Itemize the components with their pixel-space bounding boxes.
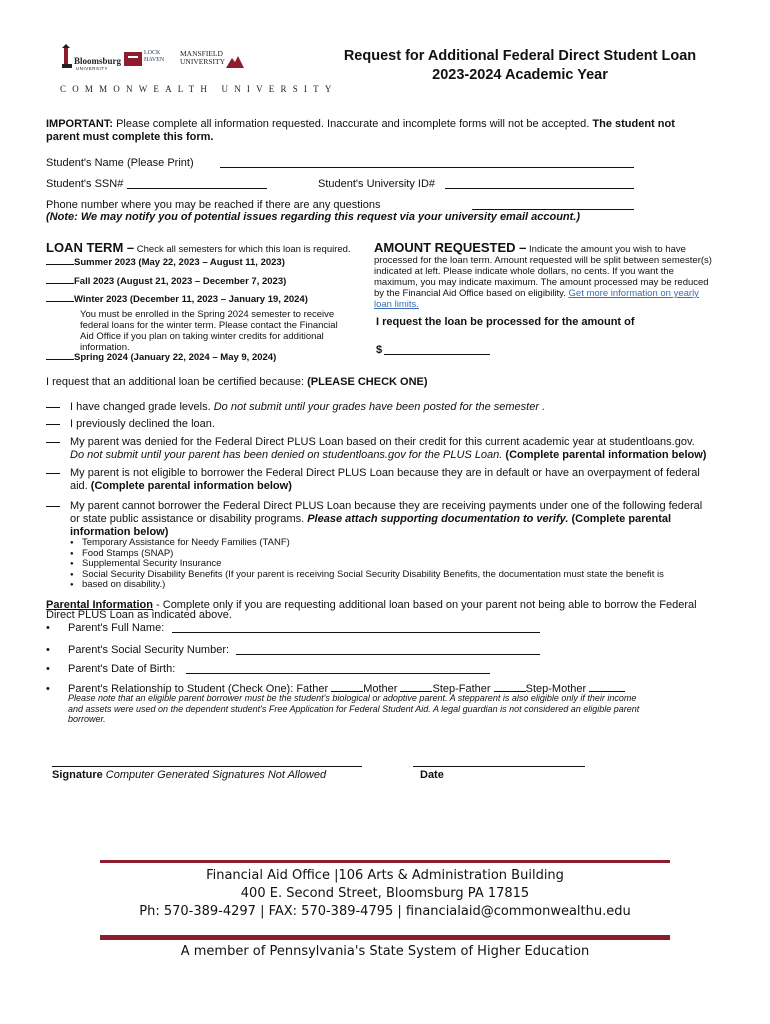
parent-ssn-label: • Parent's Social Security Number: <box>46 644 230 656</box>
reason-declined[interactable]: I previously declined the loan. <box>46 418 215 430</box>
reason-assistance-check[interactable] <box>46 506 60 507</box>
list-item: ● Supplemental Security Insurance <box>70 559 730 570</box>
phone-label: Phone number where you may be reached if there are any questions <box>46 199 381 211</box>
parent-name-field[interactable] <box>172 623 540 633</box>
student-ssn-field[interactable] <box>127 179 267 189</box>
reason-plus-denied-note: Do not submit until your parent has been denied on studentloans.gov for the PLUS Loan. (Complete parental information below) <box>70 449 707 461</box>
date-label: Date <box>420 769 444 781</box>
footer-divider-bottom <box>100 935 670 940</box>
commonwealth-wordmark: COMMONWEALTH UNIVERSITY <box>60 84 338 94</box>
phone-field[interactable] <box>472 200 634 210</box>
amount-dollar: $ <box>376 344 383 356</box>
footer-divider-top <box>100 860 670 863</box>
amount-field[interactable] <box>384 345 490 355</box>
university-logos <box>60 44 338 100</box>
reason-intro: I request that an additional loan be certified because: (PLEASE CHECK ONE) <box>46 376 428 388</box>
reason-not-eligible[interactable]: My parent is not eligible to borrower the Federal Direct PLUS Loan because they are in default or have an overpayment of federal <box>46 467 700 479</box>
reason-assistance-l2: or state public assistance or disability programs. Please attach supporting documentation to verify. (Complete parental <box>70 513 672 525</box>
parent-heading: Parental Information - Complete only if you are requesting additional loan based on your parent not being able to borrow the Federal <box>46 599 697 611</box>
reason-denied-check[interactable] <box>46 442 60 443</box>
amount-instructions: processed for the loan term. Amount requested will be split between semester(s) indicated at left. Please indicate whole dollars, no cents. If you want the maximum, you may indicate maximum. The amount processed may be reduced by the Financial Aid Office based on eligibility. Get more information on yearly loan limits. <box>374 255 712 310</box>
important-notice: IMPORTANT: Please complete all information requested. Inaccurate and incomplete forms will not be accepted. The student not <box>46 118 675 130</box>
term-summer-check[interactable] <box>46 256 74 265</box>
loan-limits-link-2[interactable]: loan limits. <box>374 299 419 310</box>
amount-request-label: I request the loan be processed for the amount of <box>376 316 635 328</box>
student-id-label: Student's University ID# <box>318 178 436 190</box>
bloomsburg-sub: UNIVERSITY <box>76 66 109 71</box>
footer-address: 400 E. Second Street, Bloomsburg PA 17815 <box>240 886 530 901</box>
list-item-continued: ● based on disability.) <box>70 580 730 591</box>
reason-not-eligible-check[interactable] <box>46 473 60 474</box>
form-title: Request for Additional Federal Direct Student Loan <box>343 48 697 64</box>
list-item: ● Food Stamps (SNAP) <box>70 549 730 560</box>
parent-ssn-field[interactable] <box>236 645 540 655</box>
parent-relationship: • Parent's Relationship to Student (Check One): Father Mother Step-Father Step-Mother <box>46 682 625 695</box>
parent-name-label: • Parent's Full Name: <box>46 622 165 634</box>
reason-grade-level[interactable]: I have changed grade levels. Do not submit until your grades have been posted for the semester . <box>46 401 545 413</box>
parent-eligibility-note: Please note that an eligible parent borrower must be the student's biological or adoptive parent. A stepparent is also eligible only if their income and assets were used on the dependent student's Free Application for Federal Student Aid. A legal guardian is not considered an eligible parent borrower. <box>68 693 640 724</box>
mansfield-logo <box>180 50 246 74</box>
loan-limits-link[interactable]: Get more information on yearly <box>568 288 699 299</box>
relationship-father-check[interactable] <box>331 682 363 692</box>
reason-plus-denied[interactable]: My parent was denied for the Federal Direct PLUS Loan based on their credit for this current academic year at studentloans.gov. <box>46 436 695 448</box>
term-spring[interactable]: Spring 2024 (January 22, 2024 – May 9, 2024) <box>46 351 276 363</box>
winter-note: You must be enrolled in the Spring 2024 semester to receive federal loans for the winter term. Please contact the Financial Aid Office if you plan on taking winter credits for additional information. <box>80 309 338 353</box>
mansfield-wordmark: MANSFIELD UNIVERSITY <box>180 49 225 66</box>
lockhaven-wordmark: LOCK HAVEN <box>144 50 165 63</box>
signature-field[interactable] <box>52 766 362 767</box>
list-item: ● Temporary Assistance for Needy Families (TANF) <box>70 538 730 549</box>
term-fall[interactable]: Fall 2023 (August 21, 2023 – December 7, 2023) <box>46 275 286 287</box>
loan-term-heading: LOAN TERM – Check all semesters for which this loan is required. <box>46 240 351 255</box>
relationship-stepfather-check[interactable] <box>494 682 526 692</box>
student-name-field[interactable] <box>220 158 634 168</box>
bloomsburg-wordmark: Bloomsburg <box>74 56 122 66</box>
parent-dob-label: • Parent's Date of Birth: <box>46 663 176 675</box>
lockhaven-logo <box>124 50 172 72</box>
parent-dob-field[interactable] <box>186 664 490 674</box>
footer-contact: Ph: 570-389-4297 | FAX: 570-389-4795 | financialaid@commonwealthu.edu <box>139 904 631 919</box>
student-id-field[interactable] <box>445 179 634 189</box>
mountain-icon <box>226 54 244 68</box>
email-note: (Note: We may notify you of potential issues regarding this request via your university email account.) <box>46 211 581 223</box>
relationship-mother-check[interactable] <box>400 682 432 692</box>
reason-assistance[interactable]: My parent cannot borrower the Federal Direct PLUS Loan because they are receiving payments under one of the following federal <box>46 500 702 512</box>
reason-assistance-l3: information below) <box>70 526 169 538</box>
term-winter[interactable]: Winter 2023 (December 11, 2023 – January 19, 2024) <box>46 293 308 305</box>
term-spring-check[interactable] <box>46 351 74 360</box>
list-item: ● Social Security Disability Benefits (If your parent is receiving Social Security Disability Benefits, the documentation must state the benefit is <box>70 570 730 581</box>
signature-label: Signature Computer Generated Signatures Not Allowed <box>52 769 327 781</box>
form-subtitle: 2023-2024 Academic Year <box>432 67 608 83</box>
term-summer[interactable]: Summer 2023 (May 22, 2023 – August 11, 2023) <box>46 256 285 268</box>
footer-office: Financial Aid Office |106 Arts & Administration Building <box>206 868 564 883</box>
term-fall-check[interactable] <box>46 275 74 284</box>
reason-not-eligible-l2: aid. (Complete parental information below) <box>70 480 292 492</box>
parent-heading-l2: Direct PLUS Loan as indicated above. <box>46 609 232 621</box>
relationship-stepmother-check[interactable] <box>589 682 625 692</box>
assistance-programs-list <box>70 538 730 591</box>
footer-member: A member of Pennsylvania's State System of Higher Education <box>180 944 590 959</box>
date-field[interactable] <box>413 766 585 767</box>
student-ssn-label: Student's SSN# <box>46 178 124 190</box>
student-name-label: Student's Name (Please Print) <box>46 157 194 169</box>
amount-heading: AMOUNT REQUESTED – Indicate the amount you wish to have <box>374 240 686 255</box>
term-winter-check[interactable] <box>46 293 74 302</box>
important-notice-line2: parent must complete this form. <box>46 131 214 143</box>
reason-grade-check[interactable] <box>46 407 60 408</box>
reason-declined-check[interactable] <box>46 424 60 425</box>
